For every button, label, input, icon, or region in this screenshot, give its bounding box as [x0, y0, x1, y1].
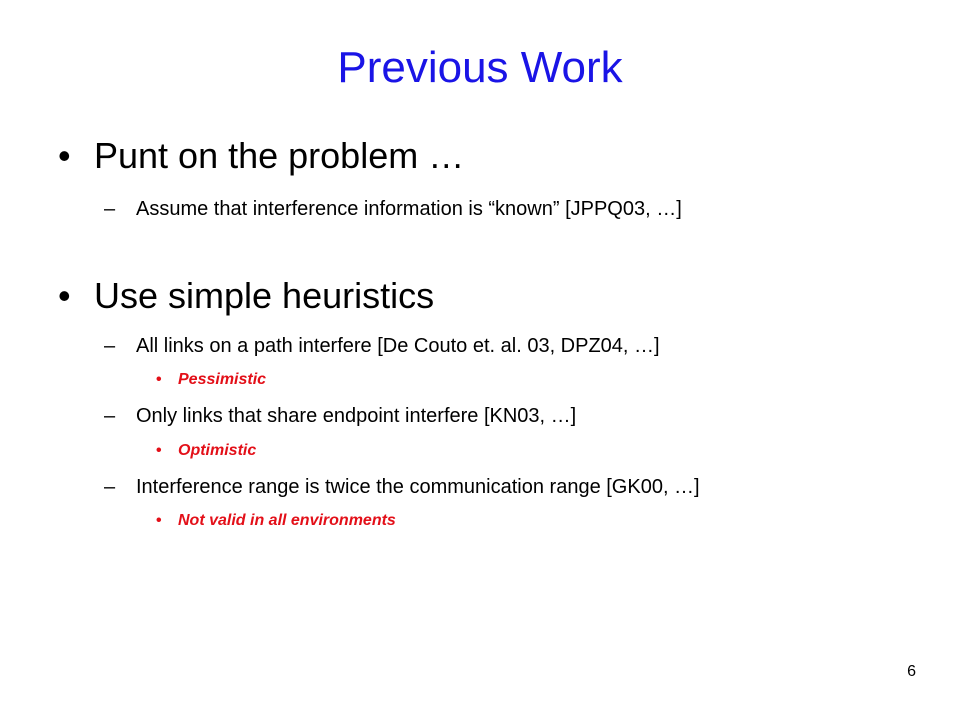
dash-marker: – — [104, 405, 116, 427]
page-number: 6 — [907, 663, 916, 680]
dash-marker: – — [104, 335, 116, 357]
subitem-text: Interference range is twice the communication range [GK00, …] — [136, 476, 700, 498]
subitem-text: Assume that interference information is “known” [JPPQ03, …] — [136, 198, 682, 220]
bullet-marker: • — [58, 135, 71, 176]
slide-title: Previous Work — [337, 43, 623, 92]
note-text: Not valid in all environments — [178, 512, 396, 529]
note-bullet-marker: • — [156, 512, 162, 529]
bullet-text: Punt on the problem … — [94, 135, 465, 176]
bullet-marker: • — [58, 275, 71, 316]
dash-marker: – — [104, 476, 116, 498]
dash-marker: – — [104, 198, 116, 220]
bullet-text: Use simple heuristics — [94, 275, 435, 316]
subitem-text: All links on a path interfere [De Couto et. al. 03, DPZ04, …] — [136, 335, 660, 357]
note-bullet-marker: • — [156, 371, 162, 388]
note-bullet-marker: • — [156, 442, 162, 459]
note-text: Optimistic — [178, 442, 257, 459]
subitem-text: Only links that share endpoint interfere [KN03, …] — [136, 405, 577, 427]
note-text: Pessimistic — [178, 371, 267, 388]
